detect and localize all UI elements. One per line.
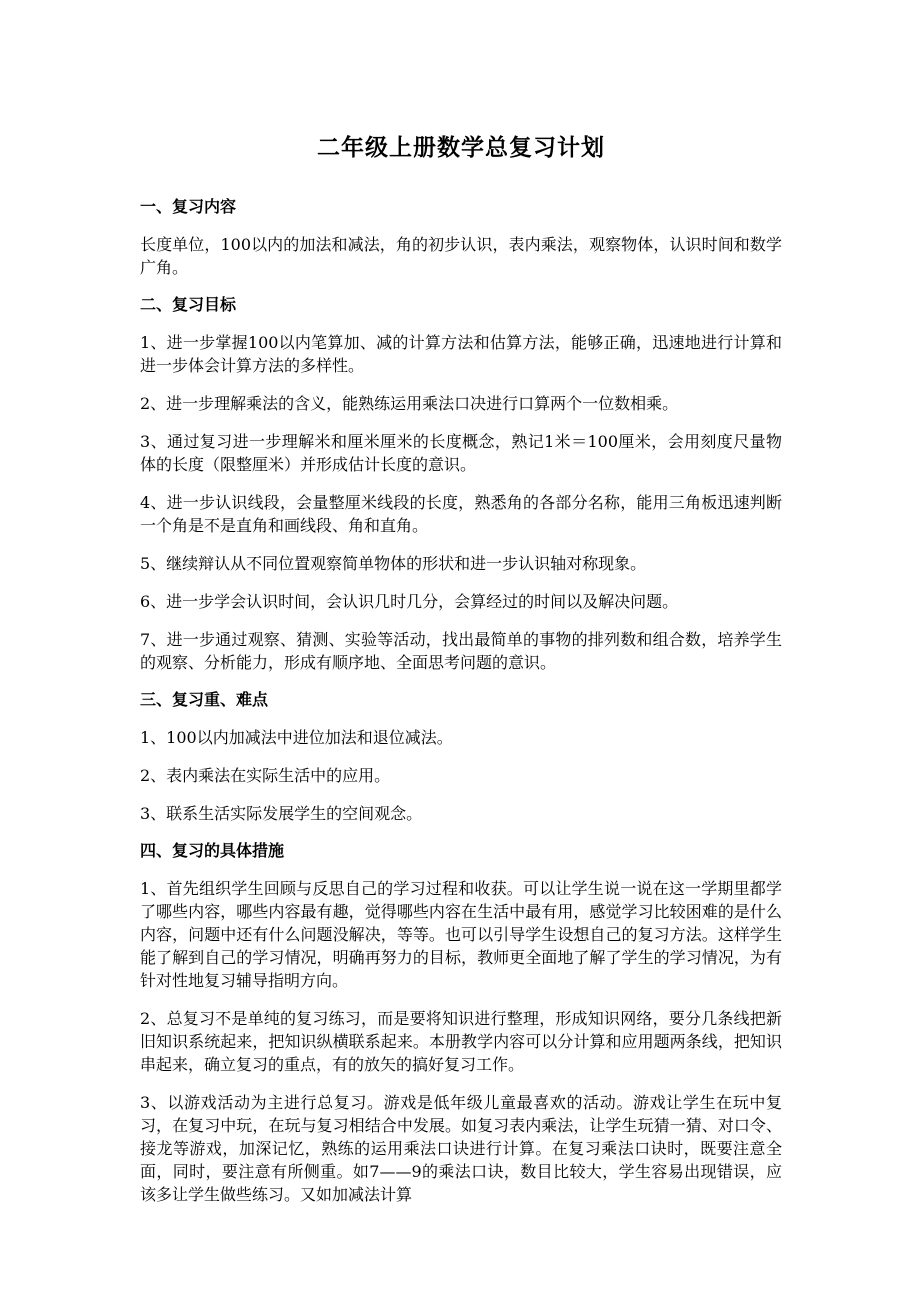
section-heading: 二、复习目标 (140, 295, 237, 314)
paragraph: 7、进一步通过观察、猜测、实验等活动，找出最简单的事物的排列数和组合数，培养学生的观察、分析能力，形成有顺序地、全面思考问题的意识。 (140, 630, 782, 672)
section-heading: 四、复习的具体措施 (140, 841, 285, 860)
section-review-content (140, 196, 782, 279)
paragraph: 2、表内乘法在实际生活中的应用。 (140, 766, 391, 785)
document-title: 二年级上册数学总复习计划 (317, 135, 605, 161)
paragraph: 1、进一步掌握100以内笔算加、减的计算方法和估算方法，能够正确，迅速地进行计算和进一步体会计算方法的多样性。 (140, 333, 782, 375)
paragraph: 1、首先组织学生回顾与反思自己的学习过程和收获。可以让学生说一说在这一学期里都学了哪些内容，哪些内容最有趣，觉得哪些内容在生活中最有用，感觉学习比较困难的是什么内容，问题中还有什么问题没解决，等等。也可以引导学生设想自己的复习方法。这样学生能了解到自己的学习情况，明确再努力的目标，教师更全面地了解了学生的学习情况，为有针对性地复习辅导指明方向。 (140, 879, 782, 990)
section-heading: 三、复习重、难点 (140, 690, 269, 709)
paragraph: 3、通过复习进一步理解米和厘米厘米的长度概念，熟记1米＝100厘米，会用刻度尺量物体的长度（限整厘米）并形成估计长度的意识。 (140, 432, 782, 474)
paragraph: 长度单位，100以内的加法和减法，角的初步认识，表内乘法，观察物体，认识时间和数学广角。 (140, 235, 782, 277)
section-heading: 一、复习内容 (140, 197, 237, 216)
section-review-goals (140, 294, 782, 674)
paragraph: 5、继续辩认从不同位置观察简单物体的形状和进一步认识轴对称现象。 (140, 554, 647, 573)
section-key-points (140, 689, 782, 825)
paragraph: 2、总复习不是单纯的复习练习，而是要将知识进行整理，形成知识网络，要分几条线把新旧知识系统起来，把知识纵横联系起来。本册教学内容可以分计算和应用题两条线，把知识串起来，确立复习的重点，有的放矢的搞好复习工作。 (140, 1009, 782, 1074)
paragraph: 1、100以内加减法中进位加法和退位减法。 (140, 728, 453, 747)
document-page (140, 128, 782, 1221)
paragraph: 4、进一步认识线段，会量整厘米线段的长度，熟悉角的各部分名称，能用三角板迅速判断一个角是不是直角和画线段、角和直角。 (140, 493, 782, 535)
paragraph: 2、进一步理解乘法的含义，能熟练运用乘法口决进行口算两个一位数相乘。 (140, 394, 679, 413)
paragraph: 6、进一步学会认识时间，会认识几时几分，会算经过的时间以及解决问题。 (140, 592, 679, 611)
paragraph: 3、联系生活实际发展学生的空间观念。 (140, 804, 423, 823)
section-measures (140, 840, 782, 1206)
paragraph: 3、以游戏活动为主进行总复习。游戏是低年级儿童最喜欢的活动。游戏让学生在玩中复习，在复习中玩，在玩与复习相结合中发展。如复习表内乘法，让学生玩猜一猜、对口令、接龙等游戏，加深记忆，熟练的运用乘法口诀进行计算。在复习乘法口诀时，既要注意全面，同时，要注意有所侧重。如7——9的乘法口诀，数目比较大，学生容易出现错误，应该多让学生做些练习。又如加减法计算 (140, 1093, 782, 1204)
